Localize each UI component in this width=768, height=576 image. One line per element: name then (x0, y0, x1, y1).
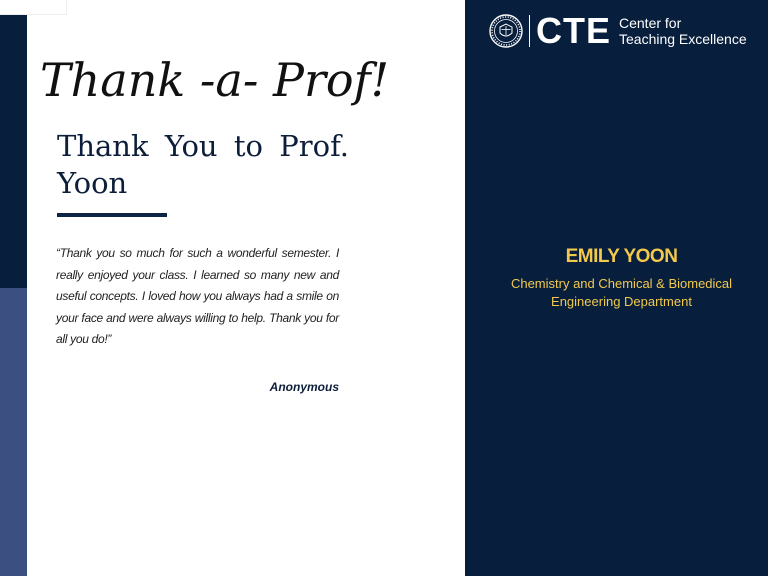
corner-frame-line (0, 0, 67, 15)
script-title-graphic (38, 34, 390, 116)
logo-full-name (619, 15, 747, 47)
script-title-text: Thank -a- Prof! (40, 53, 390, 107)
logo-divider (529, 15, 530, 47)
recipient-department: Chemistry and Chemical & Biomedical Engineering Department (510, 276, 733, 309)
title-underline (57, 213, 167, 217)
recipient-name: EMILY YOON (565, 246, 678, 267)
recipient-panel (465, 0, 768, 576)
script-title (38, 34, 390, 116)
testimonial-quote: “Thank you so much for such a wonderful semester. I really enjoyed your class. I learned so many new and useful concepts. I loved how you always had a smile on your face and were always willing to help. Thank you for all you do!” (56, 246, 339, 346)
logo-name-line-1: Center for (619, 15, 682, 31)
logo-name-line-2: Teaching Excellence (619, 31, 747, 47)
left-accent-stripe-slate (0, 288, 27, 576)
quote-author: Anonymous (269, 380, 339, 394)
logo-abbreviation: CTE (536, 10, 611, 51)
university-seal-icon (489, 14, 523, 48)
cte-logo (489, 10, 747, 51)
left-accent-stripe-navy (0, 15, 27, 288)
page-title: Thank You to Prof. Yoon (57, 129, 349, 200)
